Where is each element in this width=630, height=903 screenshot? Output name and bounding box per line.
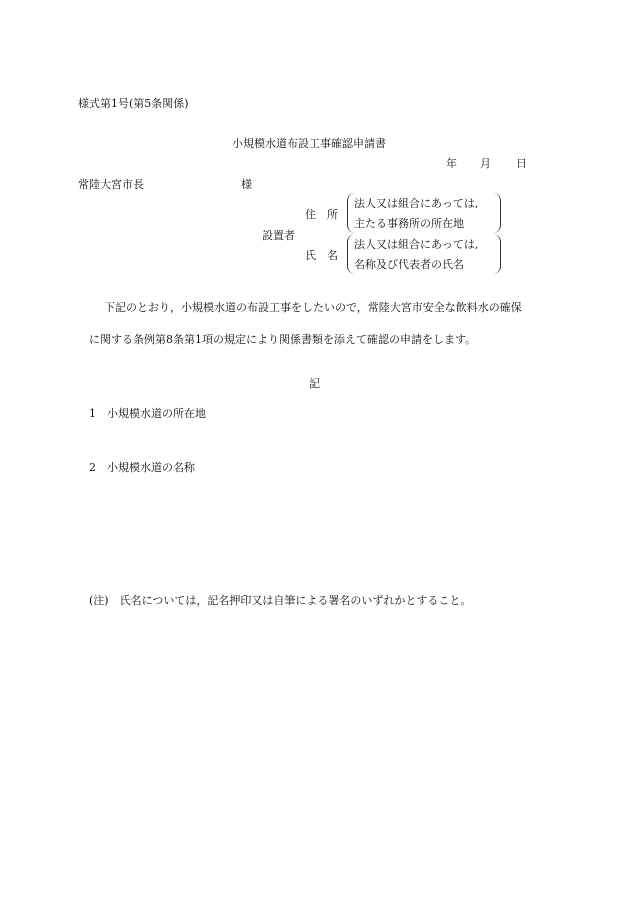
body-line-2: に関する条例第8条第1項の規定により関係書類を添えて確認の申請をします。 [89, 333, 477, 346]
addressee: 常陸大宮市長 [78, 178, 144, 191]
form-number: 様式第1号(第5条関係) [78, 97, 189, 110]
date-month: 月 [480, 157, 491, 170]
ki-heading: 記 [309, 377, 320, 390]
item-location: 1 小規模水道の所在地 [89, 407, 206, 420]
date-day: 日 [516, 157, 527, 170]
address-note-1: 法人又は組合にあっては, [354, 197, 479, 210]
form-title: 小規模水道布設工事確認申請書 [232, 137, 386, 150]
name-label: 氏 名 [305, 249, 338, 262]
address-label: 住 所 [305, 208, 338, 221]
date-year: 年 [446, 157, 457, 170]
name-note-1: 法人又は組合にあっては, [354, 238, 479, 251]
address-note-2: 主たる事務所の所在地 [354, 217, 464, 230]
honorific: 様 [241, 178, 252, 191]
item-name: 2 小規模水道の名称 [89, 461, 195, 474]
installer-label: 設置者 [262, 229, 295, 242]
name-note-2: 名称及び代表者の氏名 [354, 258, 464, 271]
remark-note: (注) 氏名については，記名押印又は自筆による署名のいずれかとすること。 [89, 594, 472, 607]
body-line-1: 下記のとおり，小規模水道の布設工事をしたいので，常陸大宮市安全な飲料水の確保 [104, 301, 522, 314]
